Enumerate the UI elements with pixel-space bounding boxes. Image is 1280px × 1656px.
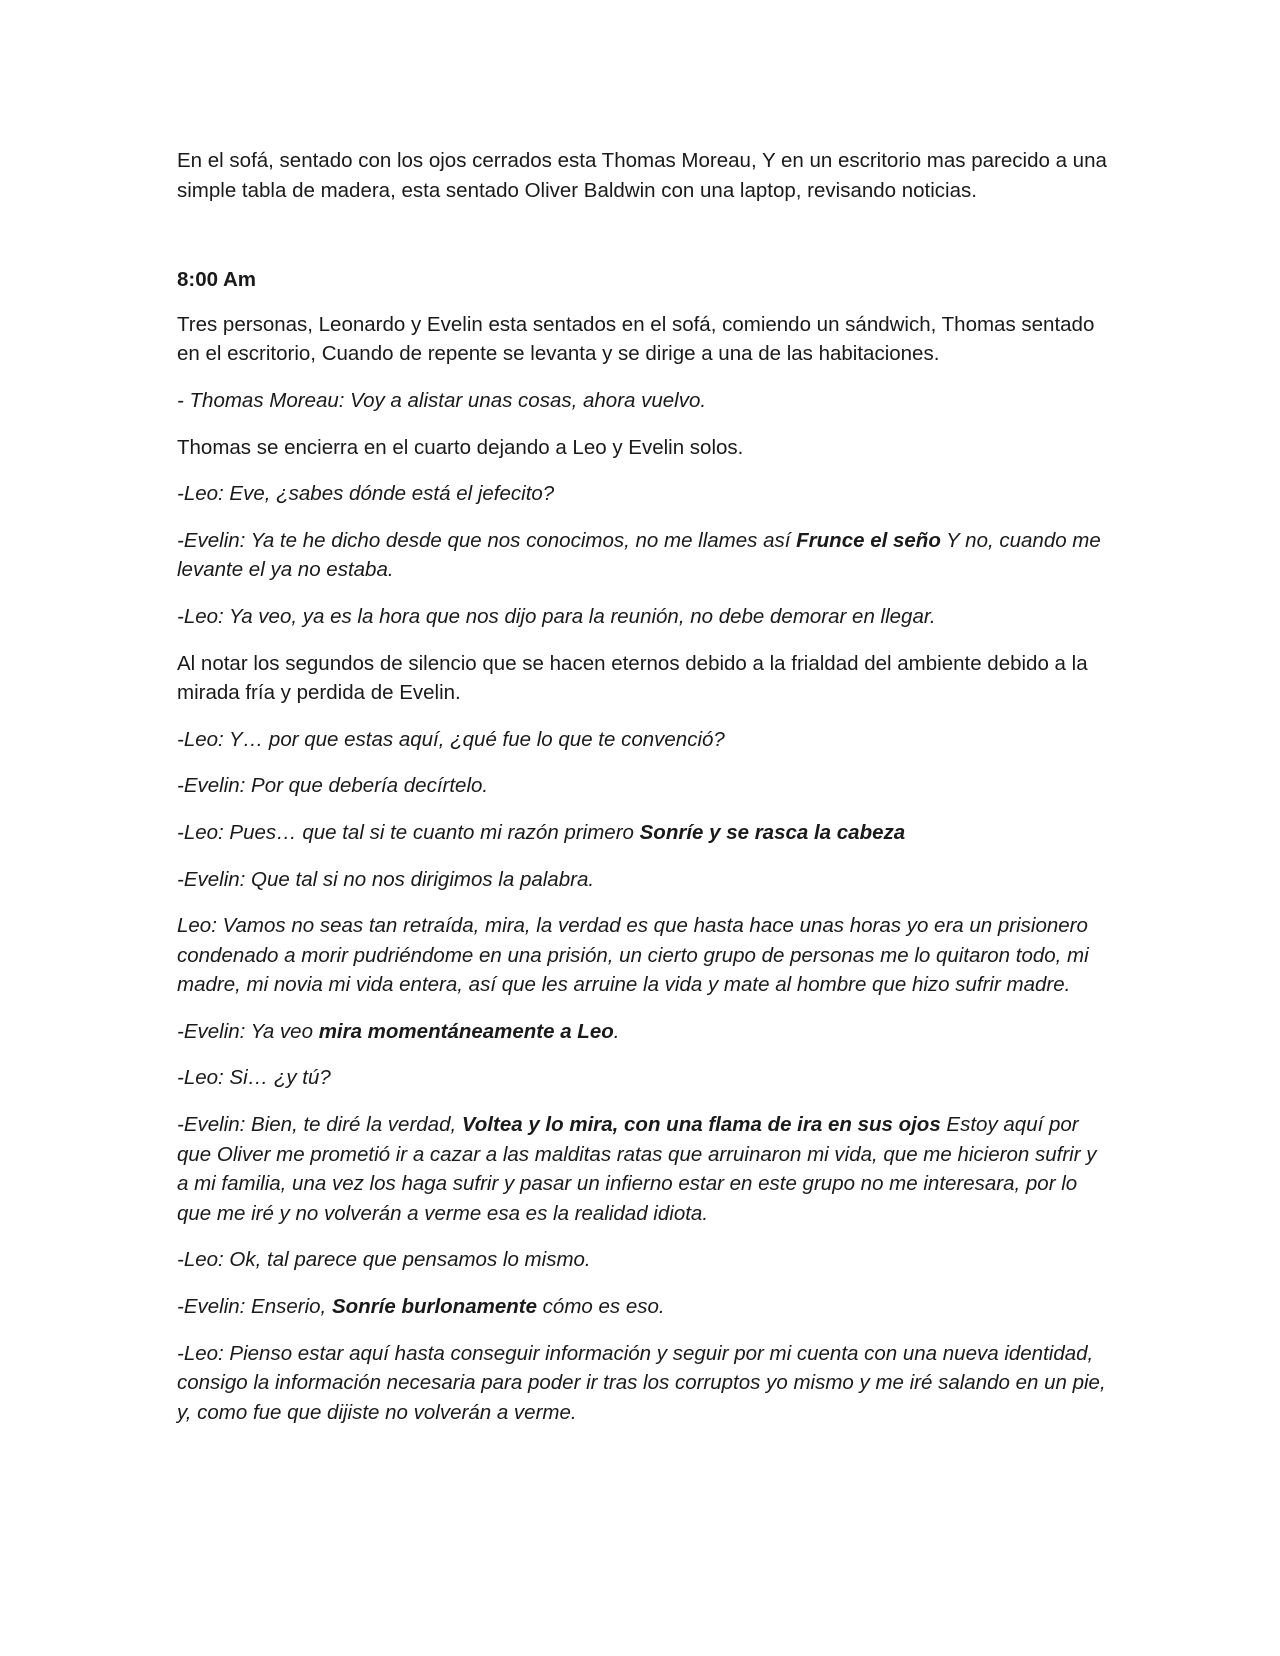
stage-direction: Sonríe y se rasca la cabeza — [639, 820, 906, 844]
stage-direction: Frunce el seño — [796, 528, 941, 552]
dialogue-line: Leo: Vamos no seas tan retraída, mira, la verdad es que hasta hace unas horas yo era un prisionero condenado a morir pudriéndome en una prisión, un cierto grupo de personas me lo quitaron todo, mi madre, mi novia mi vida entera, así que les arruine la vida y mate al hombre que hizo sufrir madre. — [177, 914, 1089, 997]
dialogue-text: -Evelin: Bien, te diré la verdad, — [177, 1113, 462, 1137]
dialogue-text: cómo es eso. — [536, 1295, 665, 1319]
stage-direction: Voltea y lo mira, con una flama de ira en sus ojos — [461, 1113, 941, 1137]
time-heading: 8:00 Am — [177, 268, 256, 292]
dialogue-text: -Leo: Pues… que tal si te cuanto mi razón primero — [177, 820, 640, 844]
stage-direction: Sonríe burlonamente — [331, 1295, 537, 1319]
document-body — [177, 146, 1107, 1444]
dialogue-line: -Leo: Pienso estar aquí hasta conseguir información y seguir por mi cuenta con una nueva identidad, consigo la información necesaria para poder ir tras los corruptos yo mismo y me iré salando en un pie, y, como fue que dijiste no volverán a verme. — [177, 1341, 1106, 1424]
narration-paragraph: Thomas se encierra en el cuarto dejando a Leo y Evelin solos. — [177, 435, 744, 459]
dialogue-line: - Thomas Moreau: Voy a alistar unas cosas, ahora vuelvo. — [177, 388, 707, 412]
dialogue-line — [177, 1017, 1107, 1047]
dialogue-line: -Evelin: Por que debería decírtelo. — [177, 774, 489, 798]
dialogue-line — [177, 1292, 1107, 1322]
dialogue-text: . — [613, 1019, 620, 1043]
dialogue-text: -Evelin: Ya te he dicho desde que nos conocimos, no me llames así — [177, 528, 797, 552]
dialogue-text: Y no, cuando me levante el ya no estaba. — [177, 528, 1101, 582]
narration-paragraph: Al notar los segundos de silencio que se hacen eternos debido a la frialdad del ambiente debido a la mirada fría y perdida de Evelin. — [177, 651, 1088, 705]
stage-direction: mira momentáneamente a Leo — [318, 1019, 614, 1043]
dialogue-line: -Leo: Ok, tal parece que pensamos lo mismo. — [177, 1248, 591, 1272]
dialogue-text: -Evelin: Ya veo — [177, 1019, 319, 1043]
dialogue-line — [177, 818, 1107, 848]
dialogue-line: -Leo: Ya veo, ya es la hora que nos dijo para la reunión, no debe demorar en llegar. — [177, 604, 936, 628]
dialogue-line — [177, 1110, 1107, 1228]
dialogue-line: -Leo: Y… por que estas aquí, ¿qué fue lo que te convenció? — [177, 727, 725, 751]
dialogue-text: -Evelin: Enserio, — [177, 1295, 332, 1319]
dialogue-line: -Leo: Eve, ¿sabes dónde está el jefecito? — [177, 482, 555, 506]
dialogue-line: -Evelin: Que tal si no nos dirigimos la palabra. — [177, 867, 595, 891]
narration-paragraph: Tres personas, Leonardo y Evelin esta sentados en el sofá, comiendo un sándwich, Thomas sentado en el escritorio, Cuando de repente se levanta y se dirige a una de las habitaciones. — [177, 312, 1095, 366]
dialogue-text: Estoy aquí por que Oliver me prometió ir a cazar a las malditas ratas que arruinaron mi vida, que me hicieron sufrir y a mi familia, una vez los haga sufrir y pasar un infierno estar en este grupo no me interesara, por lo que me iré y no volverán a verme esa es la realidad idiota. — [177, 1113, 1097, 1225]
dialogue-line: -Leo: Si… ¿y tú? — [177, 1066, 331, 1090]
dialogue-line — [177, 526, 1107, 585]
narration-paragraph: En el sofá, sentado con los ojos cerrados esta Thomas Moreau, Y en un escritorio mas parecido a una simple tabla de madera, esta sentado Oliver Baldwin con una laptop, revisando noticias. — [177, 149, 1107, 202]
